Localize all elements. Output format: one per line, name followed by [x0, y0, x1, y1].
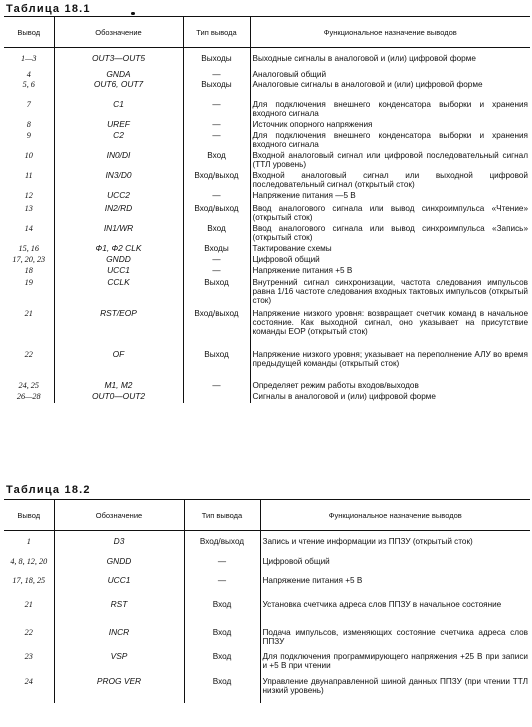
function-cell: Установка счетчика адреса слов ППЗУ в начальное состояние: [260, 600, 530, 628]
table-row: [4, 600, 530, 628]
pin-cell: 4: [26, 69, 31, 79]
table-row: [4, 224, 530, 244]
pin-cell: 17, 18, 25: [12, 575, 46, 585]
pin-cell: 21: [24, 308, 33, 318]
type-cell: Вход: [184, 652, 260, 677]
type-cell: Вход: [184, 677, 260, 703]
function-cell: Для подключения программирующего напряжения +25 В при записи и +5 В при чтении: [260, 652, 530, 677]
type-cell: —: [183, 255, 250, 266]
signal-cell: GNDD: [54, 557, 184, 576]
function-cell: Для подключения внешнего конденсатора выборки и хранения входного сигнала: [250, 100, 530, 120]
table-row: [4, 244, 530, 255]
signal-cell: IN2/RD: [54, 204, 183, 224]
type-cell: Выходы: [183, 80, 250, 100]
header-pin: Вывод: [4, 17, 54, 48]
signal-cell: CCLK: [54, 278, 183, 309]
pin-cell: 21: [24, 599, 33, 609]
signal-cell: GNDA: [54, 70, 183, 80]
signal-cell: OUT6, OUT7: [54, 80, 183, 100]
header-function: Функциональное назначение выводов: [260, 500, 530, 531]
table-row: [4, 70, 530, 80]
table-row: [4, 350, 530, 381]
function-cell: Напряжение низкого уровня; указывает на переполнение АЛУ во время предыдущей команды (открытый сток): [250, 350, 530, 381]
function-cell: Аналоговый общий: [250, 70, 530, 80]
table2-caption: Таблица 18.2: [6, 484, 91, 496]
signal-cell: UCC1: [54, 576, 184, 600]
pin-cell: 22: [24, 627, 33, 637]
signal-cell: GNDD: [54, 255, 183, 266]
type-cell: —: [183, 266, 250, 278]
type-cell: Вход/выход: [183, 204, 250, 224]
signal-cell: UCC2: [54, 191, 183, 204]
table-row: [4, 628, 530, 652]
function-cell: Определяет режим работы входов/выходов: [250, 381, 530, 392]
function-cell: Входной аналоговый сигнал или цифровой последовательный сигнал (ТТЛ уровень): [250, 151, 530, 171]
table2-header-row: [4, 500, 530, 531]
signal-cell: IN1/WR: [54, 224, 183, 244]
table-row: [4, 191, 530, 204]
header-signal: Обозначение: [54, 17, 183, 48]
signal-cell: OF: [54, 350, 183, 381]
type-cell: Вход/выход: [183, 171, 250, 191]
pin-cell: 26—28: [16, 391, 41, 401]
function-cell: Ввод аналогового сигнала или вывод синхроимпульса «Чтение» (открытый сток): [250, 204, 530, 224]
type-cell: Вход: [184, 600, 260, 628]
table-row: [4, 100, 530, 120]
type-cell: Выход: [183, 278, 250, 309]
table-row: [4, 80, 530, 100]
function-cell: Источник опорного напряжения: [250, 120, 530, 131]
table-row: [4, 557, 530, 576]
pin-cell: 13: [24, 203, 33, 213]
signal-cell: IN3/D0: [54, 171, 183, 191]
type-cell: —: [183, 381, 250, 392]
function-cell: Цифровой общий: [250, 255, 530, 266]
pin-cell: 1—3: [21, 54, 37, 63]
function-cell: Напряжение низкого уровня: возвращает счетчик команд в начальное состояние. Как выходной сигнал, оно указывает на присутствие команды EOP (открытый сток): [250, 309, 530, 350]
signal-cell: M1, M2: [54, 381, 183, 392]
header-type: Тип вывода: [183, 17, 250, 48]
signal-cell: RST: [54, 600, 184, 628]
pin-cell: 4, 8, 12, 20: [10, 556, 48, 566]
type-cell: —: [184, 557, 260, 576]
function-cell: Входной аналоговый сигнал или выходной цифровой последовательный сигнал (открытый сток): [250, 171, 530, 191]
pin-cell: 1: [26, 537, 31, 546]
type-cell: —: [183, 191, 250, 204]
table-row: [4, 531, 530, 557]
table-row: [4, 677, 530, 703]
pin-cell: 10: [24, 150, 33, 160]
table-row: [4, 131, 530, 151]
table-row: [4, 381, 530, 392]
function-cell: Напряжение питания +5 В: [250, 266, 530, 278]
header-type: Тип вывода: [184, 500, 260, 531]
type-cell: —: [183, 120, 250, 131]
table-row: [4, 576, 530, 600]
pin-cell: 18: [24, 265, 33, 275]
table-row: [4, 392, 530, 403]
pin-cell: 19: [24, 277, 33, 287]
signal-cell: OUT0—OUT2: [54, 392, 183, 403]
signal-cell: UCC1: [54, 266, 183, 278]
signal-cell: Ф1, Ф2 CLK: [54, 244, 183, 255]
header-function: Функциональное назначение выводов: [250, 17, 530, 48]
type-cell: —: [184, 576, 260, 600]
signal-cell: UREF: [54, 120, 183, 131]
table1-body: [4, 48, 530, 403]
table1-caption: Таблица 18.1: [6, 3, 91, 15]
function-cell: Напряжение питания —5 В: [250, 191, 530, 204]
signal-cell: D3: [54, 531, 184, 557]
type-cell: —: [183, 70, 250, 80]
function-cell: Управление двунаправленной шиной данных ППЗУ (при чтении ТТЛ низкий уровень): [260, 677, 530, 703]
type-cell: Вход/выход: [183, 309, 250, 350]
table-row: [4, 171, 530, 191]
function-cell: Ввод аналогового сигнала или вывод синхроимпульса «Запись» (открытый сток): [250, 224, 530, 244]
function-cell: Напряжение питания +5 В: [260, 576, 530, 600]
function-cell: Аналоговые сигналы в аналоговой и (или) цифровой форме: [250, 80, 530, 100]
table1-header-row: [4, 17, 530, 48]
pin-cell: 7: [26, 99, 31, 109]
pin-cell: 24: [24, 676, 33, 686]
type-cell: Выход: [183, 350, 250, 381]
function-cell: Внутренний сигнал синхронизации, частота следования импульсов равна 1/16 частоте следования входных тактовых импульсов (открытый сток): [250, 278, 530, 309]
type-cell: [183, 392, 250, 403]
signal-cell: PROG VER: [54, 677, 184, 703]
type-cell: —: [183, 131, 250, 151]
pin-cell: 15, 16: [18, 243, 39, 253]
header-pin: Вывод: [4, 500, 54, 531]
type-cell: Вход: [183, 151, 250, 171]
pin-cell: 17, 20, 23: [12, 254, 46, 264]
table-row: [4, 652, 530, 677]
signal-cell: C1: [54, 100, 183, 120]
function-cell: Цифровой общий: [260, 557, 530, 576]
table-row: [4, 309, 530, 350]
ink-mark: [131, 12, 135, 15]
function-cell: Подача импульсов, изменяющих состояние счетчика адреса слов ППЗУ: [260, 628, 530, 652]
function-cell: Сигналы в аналоговой и (или) цифровой форме: [250, 392, 530, 403]
function-cell: Для подключения внешнего конденсатора выборки и хранения входного сигнала: [250, 131, 530, 151]
signal-cell: OUT3—OUT5: [54, 48, 183, 70]
table2-body: [4, 531, 530, 703]
function-cell: Выходные сигналы в аналоговой и (или) цифровой форме: [250, 48, 530, 70]
pin-cell: 14: [24, 223, 33, 233]
pin-cell: 12: [24, 190, 33, 200]
signal-cell: C2: [54, 131, 183, 151]
pin-cell: 5, 6: [22, 79, 35, 89]
table-row: [4, 151, 530, 171]
pin-cell: 8: [26, 119, 31, 129]
header-signal: Обозначение: [54, 500, 184, 531]
type-cell: Вход: [184, 628, 260, 652]
table-row: [4, 120, 530, 131]
table1: [4, 16, 530, 403]
signal-cell: VSP: [54, 652, 184, 677]
type-cell: Выходы: [183, 48, 250, 70]
signal-cell: IN0/DI: [54, 151, 183, 171]
type-cell: Входы: [183, 244, 250, 255]
table-row: [4, 48, 530, 70]
type-cell: Вход/выход: [184, 531, 260, 557]
table-row: [4, 266, 530, 278]
table-row: [4, 255, 530, 266]
type-cell: —: [183, 100, 250, 120]
pin-cell: 9: [26, 130, 31, 140]
function-cell: Запись и чтение информации из ППЗУ (открытый сток): [260, 531, 530, 557]
pin-cell: 22: [24, 349, 33, 359]
pin-cell: 11: [24, 170, 33, 180]
pin-cell: 24, 25: [18, 380, 39, 390]
type-cell: Вход: [183, 224, 250, 244]
signal-cell: RST/EOP: [54, 309, 183, 350]
table2: [4, 499, 530, 703]
table-row: [4, 204, 530, 224]
table-row: [4, 278, 530, 309]
signal-cell: INCR: [54, 628, 184, 652]
function-cell: Тактирование схемы: [250, 244, 530, 255]
pin-cell: 23: [24, 651, 33, 661]
